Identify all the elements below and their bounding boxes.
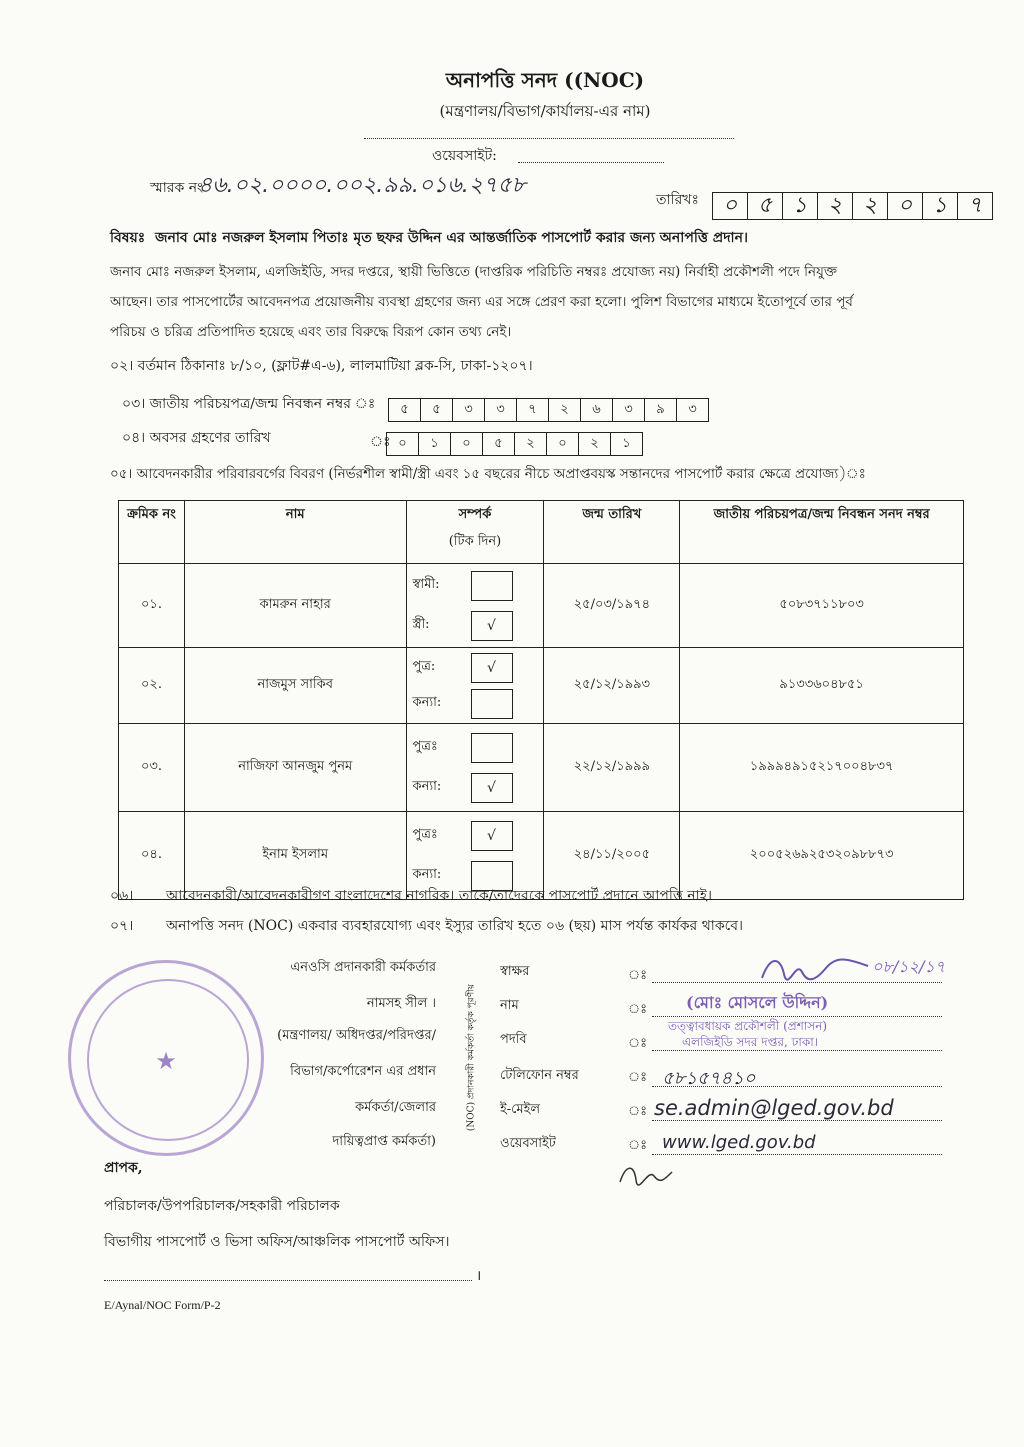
- relation-label: পুত্র:: [412, 659, 436, 674]
- colon: ঃ: [628, 1070, 648, 1085]
- header-dob: জন্ম তারিখ: [544, 501, 680, 564]
- family-table: [118, 500, 964, 900]
- para1-line2: আছেন। তার পাসপোর্টের আবেদনপত্র প্রয়োজনীয় ব্যবস্থা গ্রহণের জন্য এর সঙ্গে প্রেরণ করা হলো। পুলিশ বিভাগের মাধ্যমে ইতোপূর্বে তার পূর্ব: [110, 294, 853, 310]
- row-dob: ২৫/১২/১৯৯৩: [544, 648, 680, 724]
- ministry-name-line: [364, 138, 734, 139]
- colon: ঃ: [628, 1036, 648, 1051]
- sig-left-line3: (মন্ত্রণালয়/ অধিদপ্তর/পরিদপ্তর/: [277, 1028, 436, 1043]
- row-dob: ২২/১২/১৯৯৯: [544, 724, 680, 812]
- office-seal: ★: [68, 960, 264, 1156]
- website-value-line: [652, 1154, 942, 1155]
- signature-date: ০৮/১২/১৭: [872, 957, 946, 976]
- row-name: ইনাম ইসলাম: [184, 812, 406, 900]
- relation-checkbox[interactable]: [471, 571, 513, 601]
- relation-checkbox[interactable]: [471, 689, 513, 719]
- designation-line1: তত্ত্বাবধায়ক প্রকৌশলী (প্রশাসন): [668, 1019, 828, 1033]
- item-07-num: ০৭।: [110, 918, 134, 934]
- item-06-num: ০৬।: [110, 888, 134, 904]
- row-relation: [406, 724, 544, 812]
- row-name: নাজিফা আনজুম পুনম: [184, 724, 406, 812]
- sig-left-line6: দায়িত্বপ্রাপ্ত কর্মকর্তা): [332, 1134, 436, 1149]
- row-relation: [406, 648, 544, 724]
- item-05-family: ০৫। আবেদনকারীর পরিবারবর্গের বিবরণ (নির্ভরশীল স্বামী/স্ত্রী এবং ১৫ বছরের নীচে অপ্রাপ্তবয়স্ক সন্তানদের পাসপোর্ট করার ক্ষেত্রে প্রযোজ্য)ঃ: [110, 466, 866, 482]
- relation-checkbox[interactable]: √: [471, 653, 513, 683]
- recipient-label: প্রাপক,: [104, 1160, 143, 1176]
- header-tick-note: (টিক দিন): [448, 534, 502, 549]
- row-name: নাজমুস সাকিব: [184, 648, 406, 724]
- header-relation: [406, 501, 544, 564]
- signature-scribble: [756, 950, 876, 990]
- sig-left-line1: এনওসি প্রদানকারী কর্মকর্তার: [290, 960, 436, 975]
- sig-left-line2: নামসহ সীল ।: [366, 996, 436, 1011]
- item-04-colon: ঃ: [370, 434, 391, 450]
- row-serial: ০৪.: [119, 812, 185, 900]
- row-nid: ১৯৯৯৪৯১৫২১৭০০৪৮৩৭: [680, 724, 964, 812]
- relation-checkbox[interactable]: [471, 733, 513, 763]
- row-serial: ০২.: [119, 648, 185, 724]
- table-row: [119, 564, 964, 648]
- row-name: কামরুন নাহার: [184, 564, 406, 648]
- field-label-signature: স্বাক্ষর: [500, 964, 530, 979]
- relation-label: স্বামী:: [412, 577, 440, 592]
- colon: ঃ: [628, 1104, 648, 1119]
- vertical-note-box: [458, 980, 478, 1140]
- relation-label: কন্যা:: [412, 779, 442, 794]
- table-row: [119, 648, 964, 724]
- email-line: [652, 1120, 942, 1121]
- relation-label: কন্যা:: [412, 695, 442, 710]
- website-label: ওয়েবসাইট:: [432, 148, 497, 164]
- vertical-note: (NOC) প্রদানকারী কর্মকর্তা কর্তৃক পূরণীয়: [466, 983, 477, 1132]
- relation-checkbox[interactable]: √: [471, 773, 513, 803]
- row-serial: ০১.: [119, 564, 185, 648]
- table-header: [119, 501, 964, 564]
- recipient-line2: বিভাগীয় পাসপোর্ট ও ভিসা অফিস/আঞ্চলিক পাসপোর্ট অফিস।: [104, 1234, 450, 1250]
- officer-name: (মোঃ মোসলে উদ্দিন): [686, 993, 829, 1012]
- header-name: নাম: [184, 501, 406, 564]
- header-serial: ক্রমিক নং: [119, 501, 185, 564]
- relation-label: পুত্রঃ: [412, 827, 438, 842]
- relation-checkbox[interactable]: √: [471, 821, 513, 851]
- item-07-text: অনাপত্তি সনদ (NOC) একবার ব্যবহারযোগ্য এবং ইস্যুর তারিখ হতে ০৬ (ছয়) মাস পর্যন্ত কার্যকর থাকবে।: [166, 918, 744, 934]
- row-relation: [406, 564, 544, 648]
- relation-checkbox[interactable]: √: [471, 611, 513, 641]
- memo-label: স্মারক নং: [150, 180, 204, 196]
- para1-line3: পরিচয় ও চরিত্র প্রতিপাদিত হয়েছে এবং তার বিরুদ্ধে বিরূপ কোন তথ্য নেই।: [110, 324, 512, 340]
- doc-subtitle: (মন্ত্রণালয়/বিভাগ/কার্যালয়-এর নাম): [439, 102, 651, 120]
- nid-boxes: ৫ ৫ ৩ ৩ ৭ ২ ৬ ৩ ৯ ৩: [388, 398, 708, 422]
- field-label-designation: পদবি: [500, 1032, 527, 1047]
- form-id: E/Aynal/NOC Form/P-2: [104, 1298, 221, 1312]
- designation-line2: এলজিইডি সদর দপ্তর, ঢাকা।: [682, 1035, 819, 1049]
- header-relation-text: সম্পর্ক: [458, 507, 492, 522]
- header-nid: জাতীয় পরিচয়পত্র/জন্ম নিবন্ধন সনদ নম্বর: [680, 501, 964, 564]
- colon: ঃ: [628, 1138, 648, 1153]
- website-value: www.lged.gov.bd: [662, 1132, 816, 1153]
- row-nid: ২০০৫২৬৯২৫৩২০৯৮৮৭৩: [680, 812, 964, 900]
- field-label-phone: টেলিফোন নম্বর: [500, 1068, 579, 1083]
- subject-label: বিষয়ঃ: [110, 230, 146, 246]
- item-03-label: ০৩। জাতীয় পরিচয়পত্র/জন্ম নিবন্ধন নম্বর ঃ: [122, 396, 376, 412]
- field-label-website: ওয়েবসাইট: [500, 1136, 556, 1151]
- colon: ঃ: [628, 1002, 648, 1017]
- recipient-address-line: [104, 1280, 472, 1281]
- para1-line1: জনাব মোঃ নজরুল ইসলাম, এলজিইডি, সদর দপ্তরে, স্থায়ী ভিত্তিতে (দাপ্তরিক পরিচিতি নম্বরঃ প্রযোজ্য নয়) নির্বাহী প্রকৌশলী পদে নিযুক্ত: [110, 264, 837, 280]
- sig-left-line5: কর্মকর্তা/জেলার: [355, 1100, 436, 1115]
- item-02-address: ০২। বর্তমান ঠিকানাঃ ৮/১০, (ফ্লাট#এ-৬), লালমাটিয়া ব্লক-সি, ঢাকা-১২০৭।: [110, 358, 533, 374]
- field-label-name: নাম: [500, 998, 519, 1013]
- email-value: se.admin@lged.gov.bd: [654, 1096, 894, 1120]
- row-dob: ২৪/১১/২০০৫: [544, 812, 680, 900]
- retirement-date-boxes: ০ ১ ০ ৫ ২ ০ ২ ১: [386, 432, 642, 456]
- website-line: [518, 162, 664, 163]
- memo-value: ৪৬.০২.০০০০.০০২.৯৯.০১৬.২৭৫৮: [198, 173, 526, 198]
- initial-scribble: [616, 1160, 676, 1190]
- issue-date-boxes: ০ ৫ ১ ২ ২ ০ ১ ৭: [712, 192, 992, 220]
- subject-text: জনাব মোঃ নজরুল ইসলাম পিতাঃ মৃত ছফর উদ্দিন এর আন্তর্জাতিক পাসপোর্ট করার জন্য অনাপত্তি প্রদান।: [154, 230, 748, 246]
- row-dob: ২৫/০৩/১৯৭৪: [544, 564, 680, 648]
- row-nid: ৯১৩৩৬০৪৮৫১: [680, 648, 964, 724]
- item-06-text: আবেদনকারী/আবেদনকারীগণ বাংলাদেশের নাগরিক। তাকে/তাদেরকে পাসপোর্ট প্রদানে আপত্তি নাই।: [166, 888, 713, 904]
- relation-label: কন্যা:: [412, 867, 442, 882]
- doc-title: অনাপত্তি সনদ ((NOC): [445, 68, 645, 92]
- subject-line: [110, 228, 980, 248]
- item-04-label: ০৪। অবসর গ্রহণের তারিখ: [122, 430, 271, 446]
- sig-left-line4: বিভাগ/কর্পোরেশন এর প্রধান: [290, 1064, 436, 1079]
- relation-label: পুত্রঃ: [412, 739, 438, 754]
- field-label-email: ই-মেইল: [500, 1102, 541, 1117]
- table-row: [119, 724, 964, 812]
- colon: ঃ: [628, 968, 648, 983]
- date-label: তারিখঃ: [656, 192, 699, 208]
- recipient-end-mark: ।: [476, 1268, 482, 1284]
- row-serial: ০৩.: [119, 724, 185, 812]
- phone-value: ৫৮১৫৭৪১০: [662, 1068, 756, 1089]
- row-nid: ৫০৮৩৭১১৮০৩: [680, 564, 964, 648]
- recipient-line1: পরিচালক/উপপরিচালক/সহকারী পরিচালক: [104, 1198, 340, 1214]
- relation-label: স্ত্রী:: [412, 617, 430, 632]
